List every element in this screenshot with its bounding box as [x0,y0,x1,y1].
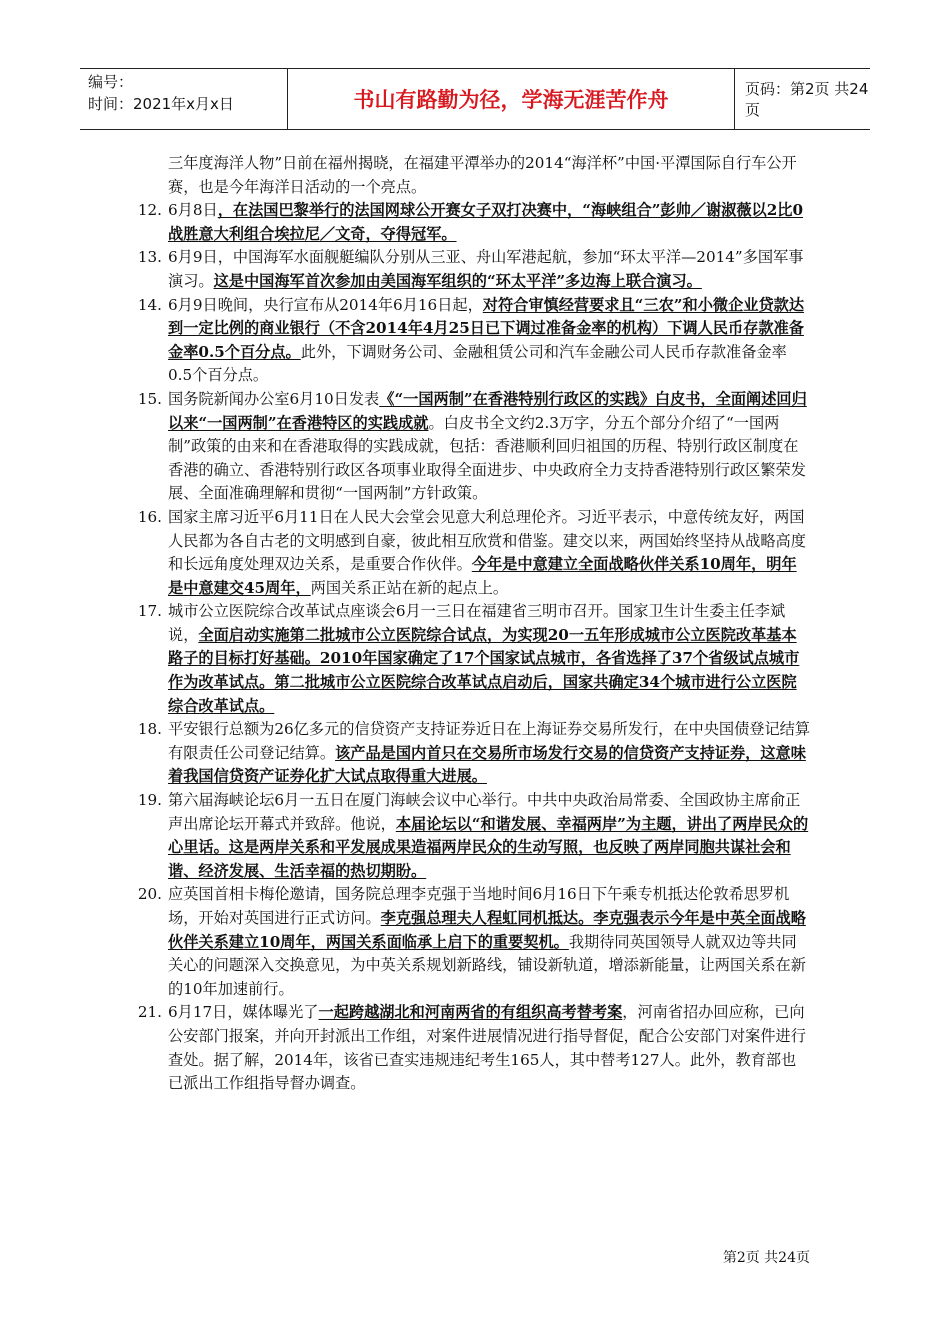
header-page-label: 页码：第2页 共24页 [745,80,869,119]
body-text: 6月9日晚间，央行宣布从2014年6月16日起， [168,295,483,314]
list-item [137,506,810,600]
highlighted-text: 李克强总理夫人程虹同机抵达。李克强表示今年是中英全面战略伙伴关系建立10周年，两国关系面临承上启下的重要契机。 [168,909,806,951]
body-text: 三年度海洋人物”日前在福州揭晓，在福建平潭举办的2014“海洋杯”中国·平潭国际自行车公开赛，也是今年海洋日活动的一个亮点。 [168,154,797,196]
list-item [137,246,810,293]
header-motto-cell [287,69,735,129]
list-item-number: 20. [137,885,162,904]
list-item-number: 13. [137,248,162,267]
body-text: 城市公立医院综合改革试点座谈会6月一三日在福建省三明市召开。国家卫生计生委主任李斌说， [168,602,786,644]
highlighted-text: 该产品是国内首只在交易所市场发行交易的信贷资产支持证券，这意味着我国信贷资产证券化扩大试点取得重大进展。 [168,743,806,786]
list-item [137,718,811,789]
body-text: 此外，下调财务公司、金融租赁公司和汽车金融公司人民币存款准备金率0.5个百分点。 [168,342,787,385]
highlighted-text: 今年是中意建立全面战略伙伴关系10周年，明年是中意建交45周年， [168,555,797,597]
numbered-list [137,152,811,1096]
body-text: 6月9日，中国海军水面舰艇编队分别从三亚、舟山军港起航，参加“环太平洋—2014”多国军事演习。 [168,248,804,290]
header-table [80,68,870,130]
list-item [137,600,810,718]
body-text: 6月17日，媒体曝光了 [168,1003,319,1022]
list-item-number: 12. [137,201,162,220]
header-page-cell [735,69,870,129]
list-item-number: 19. [137,791,162,810]
body-text: 我期待同英国领导人就双边等共同关心的问题深入交换意见，为中英关系规划新路线，铺设新轨道，增添新能量，让两国关系在新的10年加速前行。 [168,932,806,998]
body-text: 6月8日 [168,201,218,220]
header-motto: 书山有路勤为径，学海无涯苦作舟 [353,88,669,112]
list-item [137,1001,810,1095]
highlighted-text: 一起跨越湖北和河南两省的有组织高考替考案 [318,1003,623,1022]
list-item [137,789,810,883]
body-text: 国务院新闻办公室6月10日发表 [168,389,380,408]
body-text: 两国关系正站在新的起点上。 [310,578,509,597]
list-item-number: 21. [137,1003,162,1022]
highlighted-text: 这是中国海军首次参加由美国海军组织的“环太平洋”多边海上联合演习。 [213,271,702,290]
body-text: 应英国首相卡梅伦邀请，国务院总理李克强于当地时间6月16日下午乘专机抵达伦敦希思罗机场，开始对英国进行正式访问。 [168,885,790,927]
body-text: ，河南省招办回应称，已向公安部门报案，并向开封派出工作组，对案件进展情况进行指导督促，配合公安部门对案件进行查处。据了解，2014年，该省已查实违规违纪考生165人，其中替考127人。此外，教育部也已派出工作组指导督办调查。 [168,1003,806,1093]
list-item-number: 18. [137,720,162,739]
list-item-number: 16. [137,507,162,526]
highlighted-text: 《“一国两制”在香港特别行政区的实践》白皮书，全面阐述回归以来“一国两制”在香港特区的实践成就 [168,389,807,432]
highlighted-text: 全面启动实施第二批城市公立医院综合试点，为实现20一五年形成城市公立医院改革基本路子的目标打好基础。2010年国家确定了17个国家试点城市，各省选择了37个省级试点城市作为改革试点。第二批城市公立医院综合改革试点启动后，国家共确定34个城市进行公立医院综合改革试点。 [168,625,800,715]
list-item [137,199,810,246]
list-item [137,388,810,506]
body-text: 国家主席习近平6月11日在人民大会堂会见意大利总理伦齐。习近平表示，中意传统友好，两国人民都为各自古老的文明感到自豪，彼此相互欣赏和借鉴。建交以来，两国始终坚持从战略高度和长远角度处理双边关系，是重要合作伙伴。 [168,507,806,574]
list-item-number: 17. [137,602,162,621]
list-item [168,152,810,199]
list-item [137,294,810,388]
highlighted-text: 本届论坛以“和谐发展、幸福两岸”为主题，讲出了两岸民众的心里话。这是两岸关系和平发展成果造福两岸民众的生动写照，也反映了两岸同胞共谋社会和谐、经济发展、生活幸福的热切期盼。 [168,814,809,880]
header-meta [80,69,287,129]
body-text: 。白皮书全文约2.3万字，分五个部分介绍了“一国两制”政策的由来和在香港取得的实践成就，包括：香港顺利回归祖国的历程、特别行政区制度在香港的确立、香港特别行政区各项事业取得全面进步、中央政府全力支持香港特别行政区繁荣发展、全面准确理解和贯彻“一国两制”方针政策。 [168,413,806,503]
body-text: 第六届海峡论坛6月一五日在厦门海峡会议中心举行。中共中央政治局常委、全国政协主席俞正声出席论坛开幕式并致辞。他说， [168,791,801,833]
body-text: 平安银行总额为26亿多元的信贷资产支持证券近日在上海证券交易所发行，在中央国债登记结算有限责任公司登记结算。 [168,720,811,762]
header-number-label: 编号： [88,73,134,91]
list-item [137,883,810,1001]
list-item-number: 15. [137,389,162,408]
page-footer: 第2页 共24页 [722,1250,810,1266]
highlighted-text: ，在法国巴黎举行的法国网球公开赛女子双打决赛中，“海峡组合”彭帅／谢淑薇以2比0战胜意大利组合埃拉尼／文奇，夺得冠军。 [168,201,804,243]
list-item-number: 14. [137,295,162,314]
highlighted-text: 对符合审慎经营要求且“三农”和小微企业贷款达到一定比例的商业银行（不含2014年4月25日已下调过准备金率的机构）下调人民币存款准备金率0.5个百分点。 [168,295,805,361]
header-time-label: 时间：2021年x月x日 [88,95,234,113]
